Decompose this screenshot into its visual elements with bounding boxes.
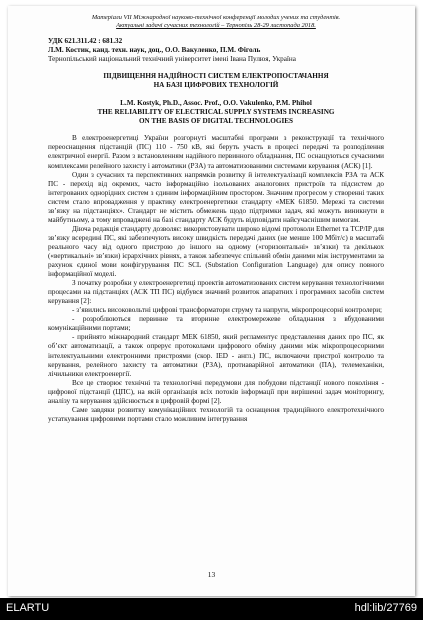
authors-english: L.M. Kostyk, Ph.D., Assoc. Prof., O.O. Vakulenko, P.M. Phihol <box>120 99 312 108</box>
paragraph-digital-substation: Все це створює технічні та технологічні передумови для побудови підстанції нового покоління - цифрової підстанції (ЦПС), на якій організація всіх потоків інформації при вирішенні задач моніторингу, аналізу та керування здійснюється в цифровій формі [2]. <box>48 378 384 405</box>
page-number: 13 <box>207 570 216 579</box>
list-item-equipment: - розроблюються первинне та вторинне електромережеве обладнання з вбудованими комунікаційними портами; <box>48 315 384 333</box>
running-head-line-1: Матеріали VII Міжнародної науково-технічної конференції молодих учених та студентів. <box>91 14 341 21</box>
paragraph-development: З початку розробки у електроенергетиці проектів автоматизованих систем керування технологічними процесами на підстанціях (АСК ТП ПС) відбувся значний розвиток апаратних і програмних засобів систем керування [2]: <box>48 279 384 306</box>
paragraph-communication: Саме завдяки розвитку комунікаційних технологій та оснащення традиційного електротехнічного устаткування цифровими портами стало можливим інтегрування <box>48 405 384 423</box>
repository-footer-bar <box>0 598 423 620</box>
list-item-transformers: - з’явились високовольтні цифрові трансформатори струму та напруги, мікропроцесорні контролери; <box>72 306 383 315</box>
udk-code: УДК 621.311.42 : 681.32 <box>48 37 123 45</box>
title-english-line-2: ON THE BASIS OF DIGITAL TECHNOLOGIES <box>138 117 294 126</box>
authors-ukrainian: Л.М. Костик, канд. техн. наук, доц., О.О. Вакуленко, П.М. Фіголь <box>48 46 261 55</box>
paragraph-intro: В електроенергетиці України розгорнуті масштабні програми з реконструкції та технічного переоснащення підстанцій (ПС) 110 - 750 кВ, які беруть участь в процесі передачі та розподілення електричної енергії. Разом з встановленням надійного первинного обладнання, ПС оснащуються сучасними комплексами релейного захисту і автоматики (РЗА) та автоматизованими системами керування (АСК) [1]. <box>48 134 384 170</box>
paragraph-integration: Один з сучасних та перспективних напрямків розвитку й інтелектуалізації комплексів РЗА та АСК ПС - перехід від окремих, часто інформаційно ізольованих аналогових пристроїв та підсистем до інтегрованих однорідних систем з єдиним інформаційним простором. Значним прогресом у створенні таких систем стало впровадження у практику електроенергетики стандарту «МЕК 61850. Мережі та системи зв’язку на підстанціях». Стандарт не містить обмежень щодо підтримки задач, які можуть виникнути в майбутньому, а тому впроваджені на базі стандарту АСК будуть відповідати найсучаснішим вимогам. <box>48 170 384 224</box>
title-ukrainian <box>48 72 384 90</box>
list-item-iec-61850: - прийнято міжнародний стандарт МЕК 61850, який регламентує представлення даних про ПС, як об’єкт автоматизації, а також опрерує протоколами цифрового обміну даними між мікропроцесорними інтелектуальними електронними пристроями (скор. IED - англ.) ПС, включаючи пристрої контролю та керування, релейного захисту та автоматики (РЗА), протиаварійної автоматики (ПА), телемеханіки, лічильники електроенергії. <box>48 333 384 378</box>
running-head-line-2: Актуальні задачі сучасних технологій – Тернопіль 28-29 листопада 2018. <box>116 22 316 29</box>
title-ukrainian-line-1: ПІДВИЩЕННЯ НАДІЙНОСТІ СИСТЕМ ЕЛЕКТРОПОСТАЧАННЯ <box>103 72 329 81</box>
title-english <box>48 108 384 126</box>
running-head <box>48 14 384 30</box>
affiliation: Тернопільський національний технічний університет імені Івана Пулюя, Україна <box>48 55 296 64</box>
title-ukrainian-line-2: НА БАЗІ ЦИФРОВИХ ТЕХНОЛОГІЙ <box>153 81 279 90</box>
handle-identifier: hdl:lib/27769 <box>354 602 417 614</box>
page-content <box>48 14 384 424</box>
paragraph-standard: Діюча редакція стандарту дозволяє: використовувати широко відомі протоколи Ethernet та TCP/IP для зв’язку всередині ПС, які забезпечують високу швидкість передачі даних (не менше 100 Мбіт/с) в масштабі реального часу від одного пристрою до іншого на одному («горизонтальні» зв’язки) та декількох («вертикальні» зв’язки) ієрархічних рівнях, а також забезпечує спільний обмін даними між інструментами за рахунок єдиної мови конфігурування ПС SCL (Substation Configuration Language) для опису повного інформаційної моделі. <box>48 224 384 279</box>
repository-name: ELARTU <box>6 602 50 614</box>
title-english-line-1: THE RELIABILITY OF ELECTRICAL SUPPLY SYSTEMS INCREASING <box>97 108 335 117</box>
document-page <box>8 6 415 596</box>
